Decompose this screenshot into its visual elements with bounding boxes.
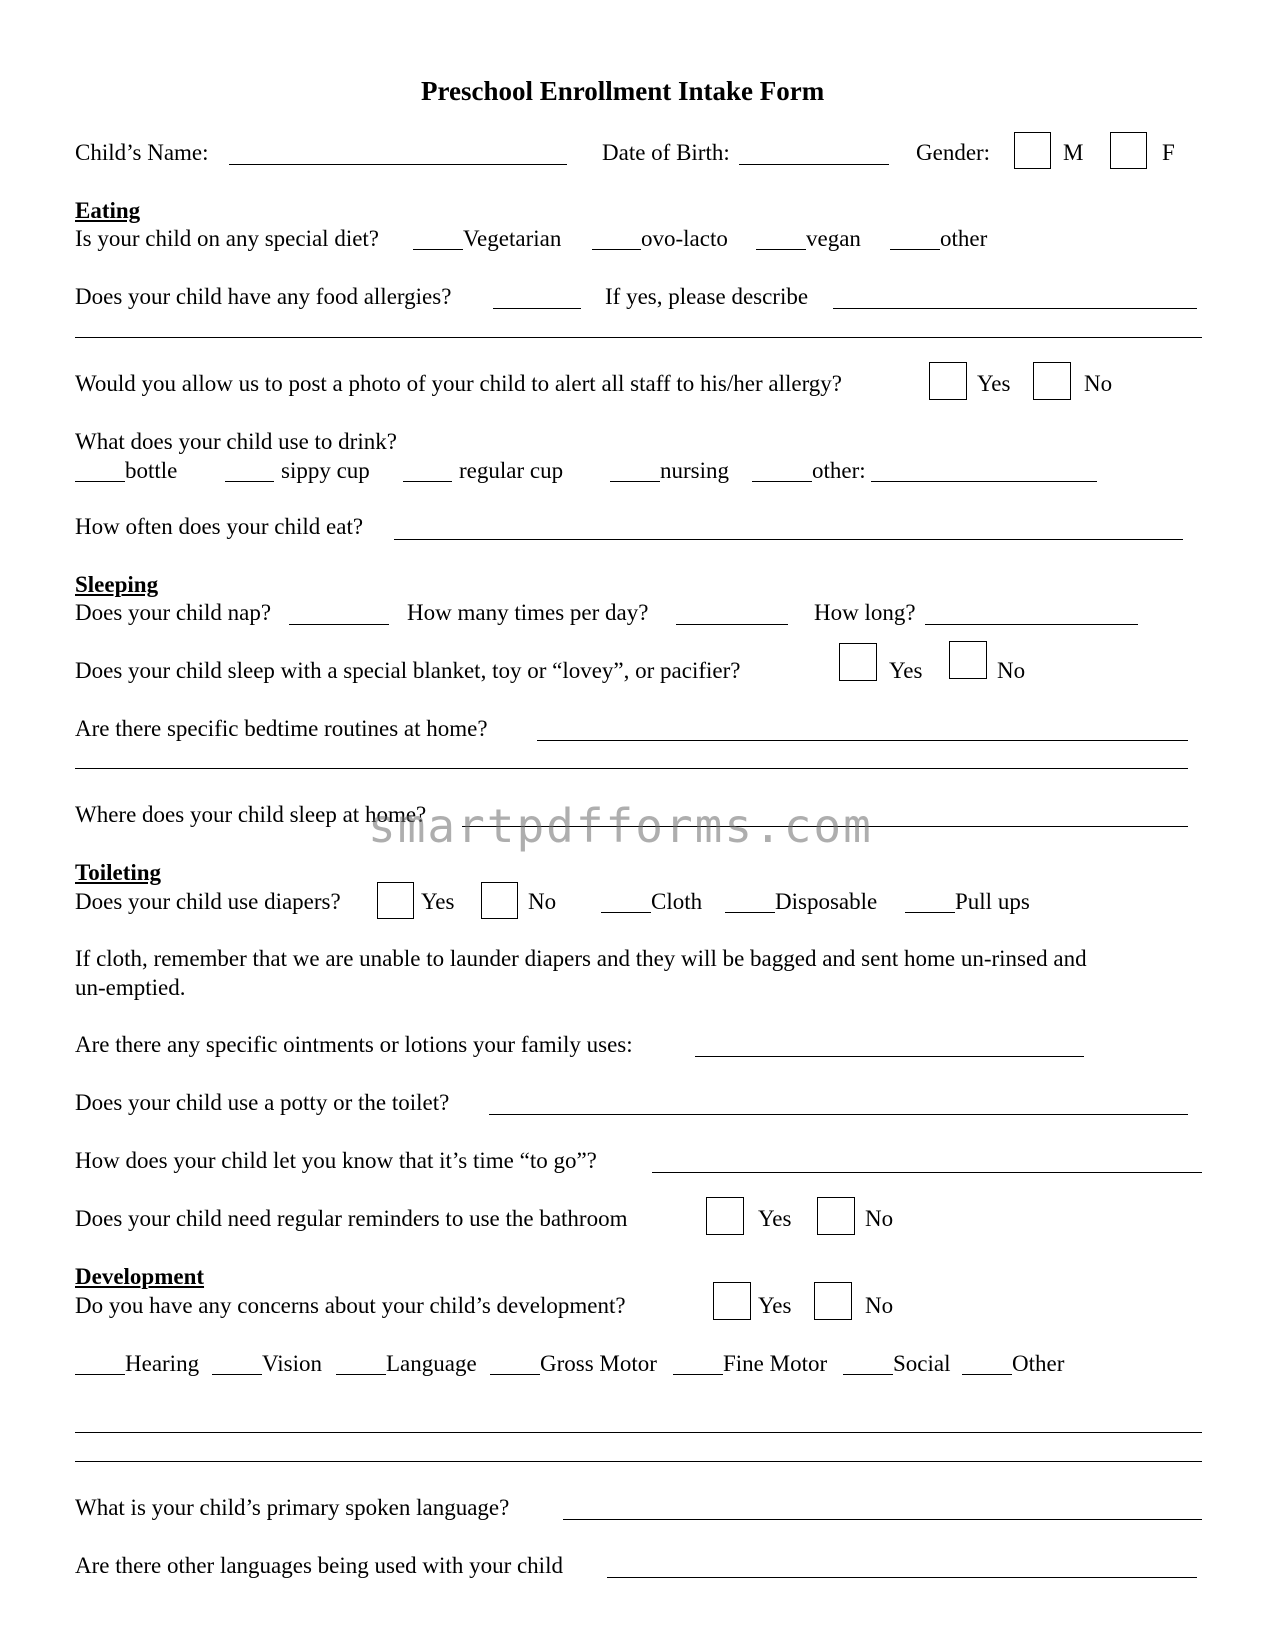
reminder-question: Does your child need regular reminders to use the bathroom [75,1206,628,1231]
area-gross-motor-field[interactable] [490,1374,540,1375]
reminder-no-label: No [865,1206,894,1231]
sleeping-heading: Sleeping [75,572,159,597]
drink-nursing-label: nursing [660,458,729,483]
gender-f-label: F [1162,140,1175,165]
potty-field[interactable] [489,1114,1188,1115]
drink-regular-label: regular cup [459,458,564,483]
language-field[interactable] [563,1519,1202,1520]
diet-other-label: other [940,226,988,251]
eating-heading: Eating [75,198,141,223]
concern-no-label: No [865,1293,894,1318]
diet-ovo-lacto-field[interactable] [592,249,641,250]
allergy-question: Does your child have any food allergies? [75,284,452,309]
area-fine-motor-field[interactable] [673,1374,723,1375]
other-language-field[interactable] [607,1577,1197,1578]
nap-question: Does your child nap? [75,600,272,625]
ointment-field[interactable] [695,1056,1084,1057]
drink-question: What does your child use to drink? [75,429,397,454]
area-language-label: Language [386,1351,477,1376]
drink-bottle-field[interactable] [75,481,125,482]
photo-question: Would you allow us to post a photo of your child to alert all staff to his/her allergy? [75,371,843,396]
potty-question: Does your child use a potty or the toilet? [75,1090,450,1115]
area-fine-motor-label: Fine Motor [723,1351,828,1376]
child-name-label: Child’s Name: [75,140,209,165]
reminder-yes-label: Yes [758,1206,792,1231]
area-vision-field[interactable] [212,1374,262,1375]
development-notes-line-1[interactable] [75,1432,1202,1433]
diet-vegan-field[interactable] [756,249,806,250]
nap-times-field[interactable] [676,624,788,625]
ointment-question: Are there any specific ointments or lotions your family uses: [75,1032,633,1057]
form-title: Preschool Enrollment Intake Form [421,76,825,106]
diaper-disposable-label: Disposable [775,889,878,914]
diet-ovo-lacto-label: ovo-lacto [641,226,728,251]
diet-vegetarian-field[interactable] [413,249,463,250]
language-question: What is your child’s primary spoken language? [75,1495,510,1520]
lovey-question: Does your child sleep with a special blanket, toy or “lovey”, or pacifier? [75,658,741,683]
diaper-yes-checkbox[interactable] [377,882,414,919]
drink-sippy-label: sippy cup [281,458,370,483]
diaper-pullups-label: Pull ups [955,889,1030,914]
drink-sippy-field[interactable] [225,481,274,482]
diaper-cloth-field[interactable] [601,912,651,913]
allergy-field[interactable] [493,308,581,309]
toileting-heading: Toileting [75,860,162,885]
diaper-disposable-field[interactable] [725,912,775,913]
development-notes-line-2[interactable] [75,1461,1202,1462]
area-social-field[interactable] [843,1374,893,1375]
diet-question: Is your child on any special diet? [75,226,380,251]
drink-other-field[interactable] [752,481,812,482]
gender-m-label: M [1063,140,1084,165]
go-field[interactable] [652,1172,1202,1173]
nap-times-question: How many times per day? [407,600,649,625]
bedtime-field-line-2[interactable] [75,768,1188,769]
sleep-where-question: Where does your child sleep at home? [75,802,427,827]
dob-field[interactable] [739,164,889,165]
lovey-no-checkbox[interactable] [949,641,987,679]
drink-regular-field[interactable] [403,481,452,482]
nap-field[interactable] [289,624,389,625]
gender-m-checkbox[interactable] [1014,132,1051,169]
eat-often-field[interactable] [394,539,1183,540]
diaper-no-checkbox[interactable] [481,882,518,919]
area-gross-motor-label: Gross Motor [540,1351,657,1376]
bedtime-field[interactable] [537,740,1188,741]
allergy-describe-line-2[interactable] [75,337,1202,338]
allergy-describe-field[interactable] [833,308,1197,309]
area-language-field[interactable] [336,1374,386,1375]
cloth-note-line-1: If cloth, remember that we are unable to launder diapers and they will be bagged and sent home un-rinsed and [75,946,1087,971]
area-vision-label: Vision [262,1351,322,1376]
concern-question: Do you have any concerns about your child’s development? [75,1293,626,1318]
dob-label: Date of Birth: [602,140,730,165]
child-name-field[interactable] [229,164,567,165]
area-other-field[interactable] [962,1374,1012,1375]
allergy-describe-label: If yes, please describe [605,284,809,309]
concern-yes-checkbox[interactable] [713,1282,751,1320]
drink-nursing-field[interactable] [610,481,660,482]
gender-f-checkbox[interactable] [1110,132,1147,169]
watermark: smartpdfforms.com [368,799,873,853]
lovey-yes-checkbox[interactable] [839,643,877,681]
bedtime-question: Are there specific bedtime routines at home? [75,716,488,741]
area-hearing-field[interactable] [75,1374,125,1375]
diet-vegan-label: vegan [806,226,861,251]
lovey-no-label: No [997,658,1026,683]
nap-long-field[interactable] [925,624,1138,625]
photo-yes-label: Yes [977,371,1011,396]
diaper-question: Does your child use diapers? [75,889,341,914]
photo-yes-checkbox[interactable] [929,362,967,400]
area-other-label: Other [1012,1351,1065,1376]
area-social-label: Social [893,1351,951,1376]
concern-no-checkbox[interactable] [814,1282,852,1320]
diaper-pullups-field[interactable] [905,912,955,913]
reminder-yes-checkbox[interactable] [706,1197,744,1235]
other-language-question: Are there other languages being used with your child [75,1553,563,1578]
drink-bottle-label: bottle [125,458,178,483]
diaper-no-label: No [528,889,557,914]
lovey-yes-label: Yes [889,658,923,683]
photo-no-checkbox[interactable] [1033,362,1071,400]
development-heading: Development [75,1264,205,1289]
cloth-note-line-2: un-emptied. [75,975,186,1000]
concern-yes-label: Yes [758,1293,792,1318]
gender-label: Gender: [916,140,991,165]
nap-long-question: How long? [814,600,916,625]
diet-other-field[interactable] [890,249,940,250]
area-hearing-label: Hearing [125,1351,200,1376]
go-question: How does your child let you know that it’s time “to go”? [75,1148,597,1173]
diet-vegetarian-label: Vegetarian [463,226,562,251]
eat-often-question: How often does your child eat? [75,514,364,539]
diaper-cloth-label: Cloth [651,889,703,914]
drink-other-describe-field[interactable] [871,481,1097,482]
drink-other-label: other: [812,458,866,483]
diaper-yes-label: Yes [421,889,455,914]
reminder-no-checkbox[interactable] [817,1197,855,1235]
photo-no-label: No [1084,371,1113,396]
